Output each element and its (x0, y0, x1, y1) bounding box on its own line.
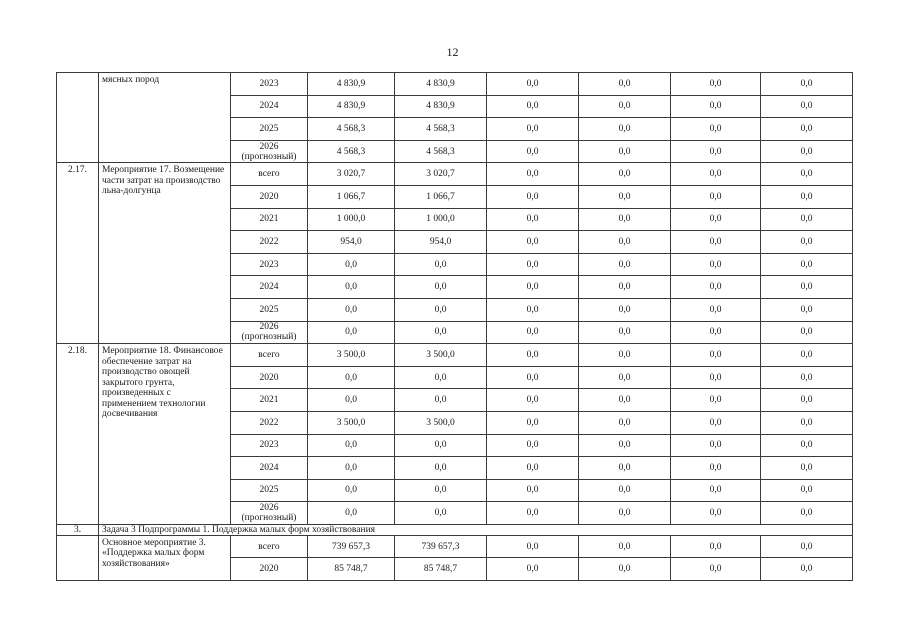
measure-code: 2.18. (57, 344, 99, 525)
value-cell: 0,0 (308, 276, 395, 299)
value-cell: 0,0 (671, 73, 761, 96)
value-cell: 0,0 (671, 185, 761, 208)
value-cell: 0,0 (308, 298, 395, 321)
value-cell: 0,0 (579, 73, 671, 96)
value-cell: 3 500,0 (395, 344, 487, 367)
year-cell: 2023 (231, 73, 308, 96)
value-cell: 0,0 (308, 434, 395, 457)
value-cell: 0,0 (671, 298, 761, 321)
value-cell: 4 830,9 (395, 95, 487, 118)
measure-code (57, 535, 99, 580)
value-cell: 0,0 (308, 366, 395, 389)
value-cell: 0,0 (487, 253, 579, 276)
value-cell: 0,0 (761, 185, 853, 208)
value-cell: 0,0 (761, 389, 853, 412)
table-row (57, 535, 853, 558)
year-cell: 2024 (231, 95, 308, 118)
measure-code: 2.17. (57, 163, 99, 344)
year-cell: 2023 (231, 253, 308, 276)
value-cell: 0,0 (671, 479, 761, 502)
value-cell: 0,0 (671, 434, 761, 457)
year-cell: 2021 (231, 389, 308, 412)
table-row (57, 163, 853, 186)
value-cell: 0,0 (487, 140, 579, 163)
table-row (57, 344, 853, 367)
value-cell: 0,0 (671, 140, 761, 163)
value-cell: 0,0 (761, 434, 853, 457)
table-row (57, 73, 853, 96)
value-cell: 0,0 (395, 276, 487, 299)
value-cell: 0,0 (761, 118, 853, 141)
year-cell: 2024 (231, 276, 308, 299)
value-cell: 0,0 (308, 502, 395, 525)
year-cell: 2025 (231, 479, 308, 502)
value-cell: 0,0 (395, 389, 487, 412)
value-cell: 0,0 (395, 457, 487, 480)
value-cell: 4 568,3 (395, 118, 487, 141)
value-cell: 0,0 (487, 321, 579, 344)
value-cell: 0,0 (761, 457, 853, 480)
year-cell: 2020 (231, 366, 308, 389)
value-cell: 0,0 (487, 73, 579, 96)
value-cell: 0,0 (579, 185, 671, 208)
year-cell: всего (231, 344, 308, 367)
year-cell: 2023 (231, 434, 308, 457)
task-code: 3. (57, 524, 99, 535)
value-cell: 0,0 (761, 344, 853, 367)
year-cell: 2022 (231, 411, 308, 434)
value-cell: 3 020,7 (395, 163, 487, 186)
value-cell: 0,0 (395, 434, 487, 457)
value-cell: 0,0 (579, 558, 671, 581)
value-cell: 0,0 (761, 95, 853, 118)
value-cell: 0,0 (671, 502, 761, 525)
value-cell: 0,0 (671, 321, 761, 344)
value-cell: 0,0 (761, 163, 853, 186)
value-cell: 0,0 (487, 208, 579, 231)
value-cell: 0,0 (761, 253, 853, 276)
value-cell: 739 657,3 (308, 535, 395, 558)
year-cell: 2026 (прогнозный) (231, 321, 308, 344)
value-cell: 1 000,0 (395, 208, 487, 231)
value-cell: 0,0 (671, 389, 761, 412)
value-cell: 1 000,0 (308, 208, 395, 231)
value-cell: 0,0 (761, 321, 853, 344)
value-cell: 0,0 (761, 502, 853, 525)
value-cell: 0,0 (487, 344, 579, 367)
value-cell: 0,0 (579, 366, 671, 389)
value-cell: 0,0 (487, 535, 579, 558)
value-cell: 954,0 (395, 231, 487, 254)
value-cell: 3 020,7 (308, 163, 395, 186)
value-cell: 0,0 (761, 231, 853, 254)
budget-table (56, 72, 853, 581)
value-cell: 0,0 (761, 298, 853, 321)
value-cell: 0,0 (761, 479, 853, 502)
value-cell: 0,0 (395, 502, 487, 525)
value-cell: 0,0 (579, 535, 671, 558)
value-cell: 0,0 (579, 434, 671, 457)
value-cell: 0,0 (671, 253, 761, 276)
measure-name: Основное мероприятие 3. «Поддержка малых форм хозяйствования» (99, 535, 231, 580)
value-cell: 0,0 (487, 502, 579, 525)
value-cell: 0,0 (761, 276, 853, 299)
value-cell: 0,0 (579, 253, 671, 276)
value-cell: 4 568,3 (308, 118, 395, 141)
year-cell: 2020 (231, 558, 308, 581)
value-cell: 0,0 (671, 411, 761, 434)
value-cell: 0,0 (487, 457, 579, 480)
value-cell: 0,0 (487, 276, 579, 299)
value-cell: 0,0 (579, 502, 671, 525)
measure-name: мясных пород (99, 73, 231, 163)
value-cell: 0,0 (395, 253, 487, 276)
value-cell: 0,0 (671, 366, 761, 389)
value-cell: 0,0 (579, 231, 671, 254)
value-cell: 0,0 (579, 276, 671, 299)
value-cell: 0,0 (487, 298, 579, 321)
value-cell: 0,0 (761, 73, 853, 96)
value-cell: 0,0 (671, 276, 761, 299)
value-cell: 0,0 (487, 558, 579, 581)
value-cell: 0,0 (671, 118, 761, 141)
value-cell: 739 657,3 (395, 535, 487, 558)
value-cell: 0,0 (579, 344, 671, 367)
value-cell: 0,0 (308, 321, 395, 344)
value-cell: 0,0 (487, 163, 579, 186)
value-cell: 3 500,0 (308, 344, 395, 367)
value-cell: 85 748,7 (308, 558, 395, 581)
value-cell: 0,0 (671, 208, 761, 231)
value-cell: 4 568,3 (308, 140, 395, 163)
value-cell: 0,0 (671, 457, 761, 480)
value-cell: 0,0 (579, 389, 671, 412)
value-cell: 0,0 (579, 140, 671, 163)
value-cell: 0,0 (761, 558, 853, 581)
value-cell: 0,0 (487, 231, 579, 254)
value-cell: 0,0 (579, 411, 671, 434)
value-cell: 954,0 (308, 231, 395, 254)
value-cell: 0,0 (487, 95, 579, 118)
value-cell: 4 830,9 (395, 73, 487, 96)
value-cell: 0,0 (487, 118, 579, 141)
year-cell: всего (231, 535, 308, 558)
value-cell: 0,0 (579, 95, 671, 118)
year-cell: 2022 (231, 231, 308, 254)
year-cell: 2025 (231, 298, 308, 321)
value-cell: 4 830,9 (308, 95, 395, 118)
value-cell: 0,0 (761, 140, 853, 163)
value-cell: 4 830,9 (308, 73, 395, 96)
value-cell: 0,0 (671, 163, 761, 186)
value-cell: 0,0 (579, 208, 671, 231)
value-cell: 0,0 (487, 389, 579, 412)
value-cell: 0,0 (761, 411, 853, 434)
year-cell: 2026 (прогнозный) (231, 140, 308, 163)
year-cell: всего (231, 163, 308, 186)
value-cell: 3 500,0 (308, 411, 395, 434)
year-cell: 2020 (231, 185, 308, 208)
value-cell: 0,0 (579, 457, 671, 480)
value-cell: 0,0 (487, 434, 579, 457)
value-cell: 0,0 (671, 95, 761, 118)
value-cell: 0,0 (671, 344, 761, 367)
page-number: 12 (446, 45, 459, 59)
value-cell: 0,0 (487, 479, 579, 502)
year-cell: 2025 (231, 118, 308, 141)
value-cell: 85 748,7 (395, 558, 487, 581)
value-cell: 0,0 (579, 163, 671, 186)
measure-name: Мероприятие 18. Финансовое обеспечение затрат на производство овощей закрытого грунта, произведенных с применением технологии досвечивания (99, 344, 231, 525)
task-row (57, 524, 853, 535)
value-cell: 0,0 (487, 411, 579, 434)
value-cell: 0,0 (487, 366, 579, 389)
year-cell: 2024 (231, 457, 308, 480)
measure-code (57, 73, 99, 163)
value-cell: 0,0 (395, 366, 487, 389)
value-cell: 0,0 (671, 535, 761, 558)
value-cell: 0,0 (761, 535, 853, 558)
value-cell: 0,0 (487, 185, 579, 208)
measure-name: Мероприятие 17. Возмещение части затрат на производство льна-долгунца (99, 163, 231, 344)
value-cell: 0,0 (761, 208, 853, 231)
value-cell: 0,0 (579, 321, 671, 344)
value-cell: 3 500,0 (395, 411, 487, 434)
value-cell: 0,0 (308, 457, 395, 480)
value-cell: 4 568,3 (395, 140, 487, 163)
value-cell: 0,0 (308, 389, 395, 412)
year-cell: 2021 (231, 208, 308, 231)
value-cell: 0,0 (761, 366, 853, 389)
value-cell: 0,0 (579, 298, 671, 321)
value-cell: 0,0 (395, 479, 487, 502)
value-cell: 0,0 (671, 231, 761, 254)
value-cell: 0,0 (308, 479, 395, 502)
task-title: Задача 3 Подпрограммы 1. Поддержка малых форм хозяйствования (99, 524, 853, 535)
value-cell: 0,0 (308, 253, 395, 276)
value-cell: 0,0 (671, 558, 761, 581)
value-cell: 0,0 (579, 118, 671, 141)
value-cell: 0,0 (395, 321, 487, 344)
value-cell: 1 066,7 (395, 185, 487, 208)
value-cell: 0,0 (395, 298, 487, 321)
value-cell: 0,0 (579, 479, 671, 502)
year-cell: 2026 (прогнозный) (231, 502, 308, 525)
value-cell: 1 066,7 (308, 185, 395, 208)
